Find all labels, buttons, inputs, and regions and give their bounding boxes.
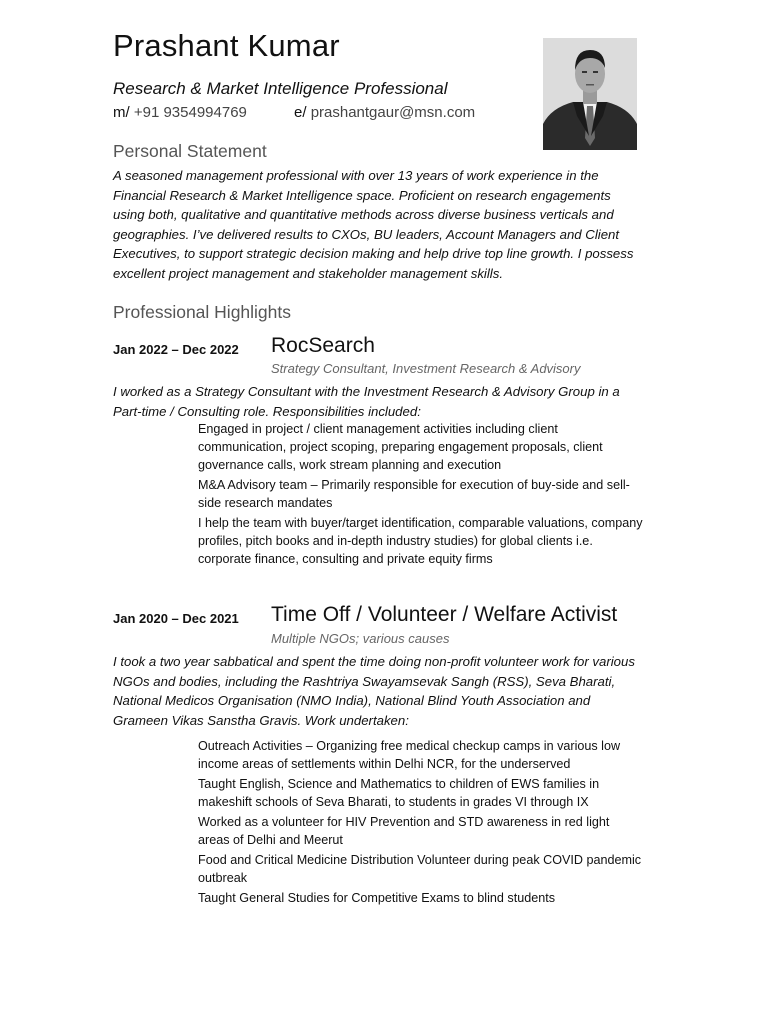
candidate-name: Prashant Kumar [113,28,340,63]
personal-statement-text: A seasoned management professional with over 13 years of work experience in the Financial Research & Market Intelligence space. Proficient on research engagements using both, qualitative and quantitative methods across diverse business verticals and geographies. I’ve delivered results to CXOs, BU leaders, Account Managers and Client Executives, to support strategic decision making and help drive top line growth. I possess excellent project management and stakeholder management skills. [113,168,634,281]
professional-headline: Research & Market Intelligence Professional [113,79,448,98]
job-responsibilities-list [198,420,643,570]
job-company: RocSearch [271,334,375,357]
list-item: Engaged in project / client management activities including client communication, project scoping, preparing engagement proposals, client governance calls, work stream planning and execution [198,422,603,472]
list-item: I help the team with buyer/target identification, comparable valuations, company profiles, pitch books and in-depth industry studies) for global clients i.e. corporate finance, consulting and private equity firms [198,516,643,566]
list-item: Food and Critical Medicine Distribution Volunteer during peak COVID pandemic outbreak [198,853,642,885]
phone-contact [113,104,247,121]
job-dates: Jan 2022 – Dec 2022 [113,342,239,357]
job-summary: I took a two year sabbatical and spent the time doing non-profit volunteer work for various NGOs and bodies, including the Rashtriya Swayamsevak Sangh (RSS), Seva Bharati, National Medicos Organisation (NMO India), National Blind Youth Association and Grameen Vikas Sanstha Gravis. Work undertaken: [113,654,635,728]
list-item: Taught English, Science and Mathematics to children of EWS families in makeshift schools of Seva Bharati, to students in grades VI through IX [198,777,600,809]
job-role: Strategy Consultant, Investment Research & Advisory [271,361,581,376]
list-item: M&A Advisory team – Primarily responsible for execution of buy-side and sell-side research mandates [198,478,630,510]
job-summary: I worked as a Strategy Consultant with the Investment Research & Advisory Group in a Part-time / Consulting role. Responsibilities included: [113,384,620,419]
email-address: prashantgaur@msn.com [310,104,476,121]
list-item: Taught General Studies for Competitive Exams to blind students [198,891,556,905]
job-company: Time Off / Volunteer / Welfare Activist [271,603,618,626]
personal-statement-heading: Personal Statement [113,141,267,161]
job-role: Multiple NGOs; various causes [271,631,450,646]
email-contact [294,104,475,121]
phone-label: m/ [113,104,130,121]
job-responsibilities-list [198,737,643,909]
email-label: e/ [294,104,307,121]
list-item: Outreach Activities – Organizing free medical checkup camps in various low income areas of settlements within Delhi NCR, for the underserved [198,739,621,771]
list-item: Worked as a volunteer for HIV Prevention and STD awareness in red light areas of Delhi and Meerut [198,815,610,847]
professional-highlights-heading: Professional Highlights [113,302,292,322]
job-dates: Jan 2020 – Dec 2021 [113,611,239,626]
profile-photo [543,38,637,150]
phone-number: +91 9354994769 [133,104,247,121]
